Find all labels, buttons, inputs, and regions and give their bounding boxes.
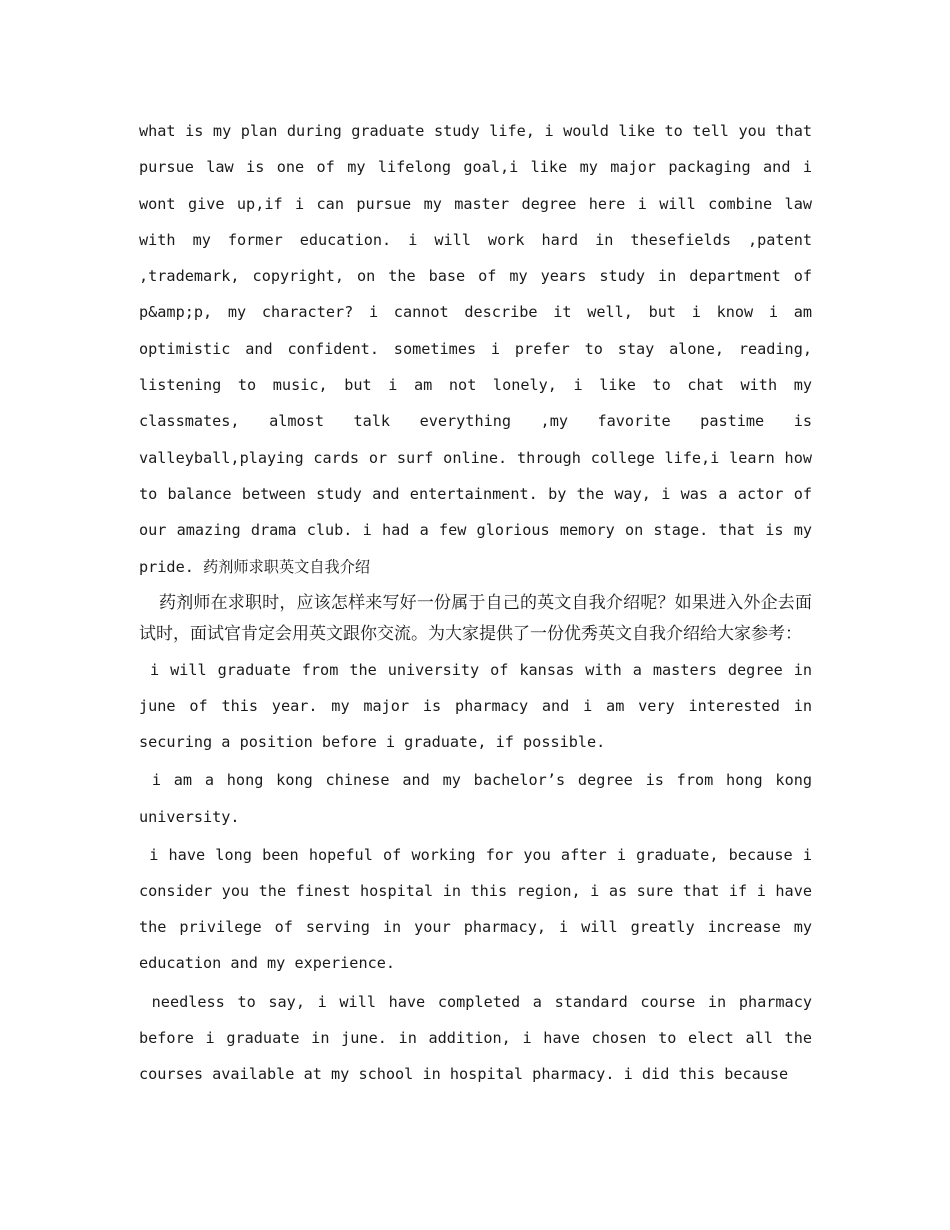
document-body [139,113,822,1092]
paragraph-motivation: i have long been hopeful of working for you after i graduate, because i consider you the finest hospital in this region, i as sure that if i have the privilege of serving in your pharmacy, i will greatly increase my education and my experience. [139,845,822,973]
paragraph-coursework: needless to say, i will have completed a standard course in pharmacy before i graduate in june. in addition, i have chosen to elect all the courses available at my school in hospital pharmacy. i did this because [139,992,822,1084]
paragraph-background: i am a hong kong chinese and my bachelor’s degree is from hong kong university. [139,771,822,826]
paragraph-graduation: i will graduate from the university of kansas with a masters degree in june of this year. my major is pharmacy and i am very interested in securing a position before i graduate, if possible. [139,660,822,752]
paragraph-intro: what is my plan during graduate study life, i would like to tell you that pursue law is one of my lifelong goal,i like my major packaging and i wont give up,if i can pursue my master degree here i will combine law with my former education. i will work hard in thesefields ,patent ,trademark, copyright, on the base of my years study in department of p&amp;p, my character? i cannot describe it well, but i know i am optimistic and confident. sometimes i prefer to stay alone, reading, listening to music, but i am not lonely, i like to chat with my classmates, almost talk everything ,my favorite pastime is valleyball,playing cards or surf online. through college life,i learn how to balance between study and entertainment. by the way, i was a actor of our amazing drama club. i had a few glorious memory on stage. that is my pride. 药剂师求职英文自我介绍 [139,122,812,576]
paragraph-chinese-intro: 药剂师在求职时，应该怎样来写好一份属于自己的英文自我介绍呢？如果进入外企去面试时，面试官肯定会用英文跟你交流。为大家提供了一份优秀英文自我介绍给大家参考： [139,592,812,644]
